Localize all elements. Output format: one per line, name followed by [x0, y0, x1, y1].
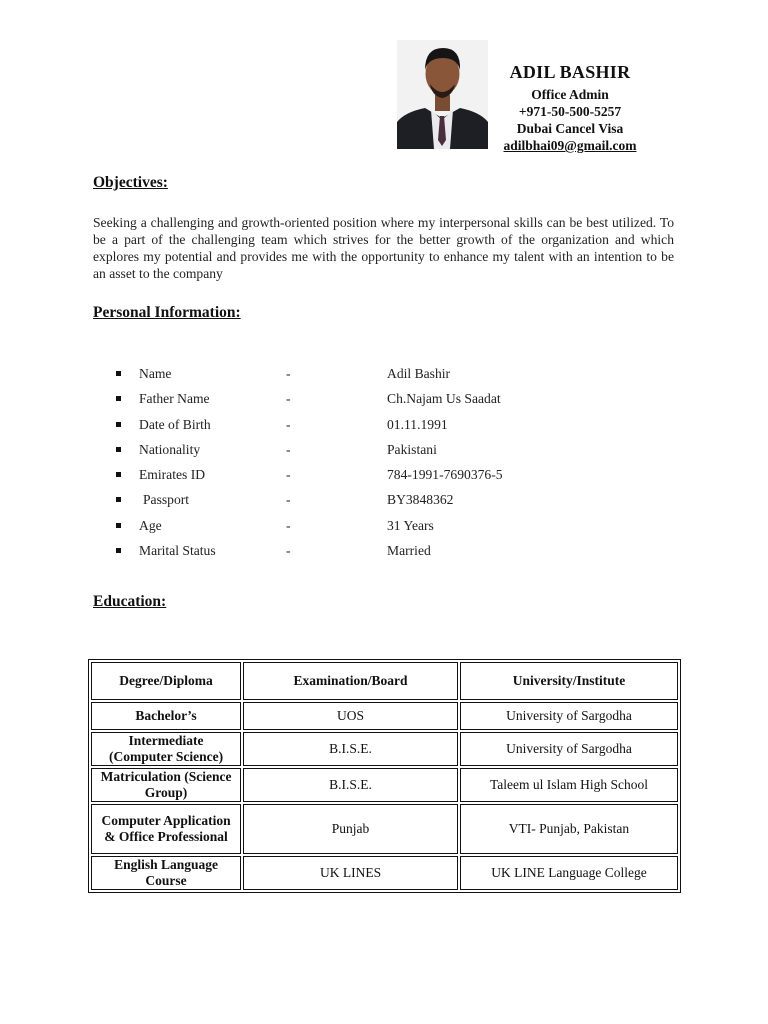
degree-cell: Bachelor’s [91, 702, 241, 730]
job-title: Office Admin [531, 87, 609, 102]
info-value: Ch.Najam Us Saadat [387, 391, 501, 407]
info-label: Name [139, 366, 172, 381]
info-label: Nationality [139, 441, 201, 457]
info-value: BY3848362 [387, 492, 454, 508]
board-cell: Punjab [243, 804, 458, 854]
degree-cell: Intermediate (Computer Science) [91, 732, 241, 766]
info-dash: - [286, 366, 291, 381]
objectives-heading: Objectives: [93, 174, 168, 191]
table-row [91, 804, 678, 854]
institute-cell: University of Sargodha [460, 702, 678, 730]
institute-cell: UK LINE Language College [460, 856, 678, 890]
info-label: Date of Birth [139, 416, 211, 432]
bullet-icon [116, 472, 121, 477]
column-header: Examination/Board [243, 662, 458, 700]
info-value: 01.11.1991 [387, 416, 448, 432]
degree-cell: Computer Application & Office Professional [91, 804, 241, 854]
profile-photo [397, 40, 488, 149]
personal-info-heading: Personal Information: [93, 304, 241, 321]
objective-paragraph: Seeking a challenging and growth-oriented position where my interpersonal skills can be best utilized. To be a part of the challenging team which strives for the better growth of the organization and which explores my potential and provides me with the opportunity to enhance my talent with an intention to be an asset to the company [93, 215, 674, 281]
institute-cell: VTI- Punjab, Pakistan [460, 804, 678, 854]
info-label: Marital Status [139, 543, 216, 559]
phone-number: +971-50-500-5257 [518, 104, 622, 119]
info-value: 784-1991-7690376-5 [387, 467, 503, 483]
bullet-icon [116, 548, 121, 553]
degree-cell: Matriculation (Science Group) [91, 768, 241, 802]
info-dash: - [286, 492, 291, 508]
bullet-icon [116, 497, 121, 502]
column-header: University/Institute [460, 662, 678, 700]
institute-cell: University of Sargodha [460, 732, 678, 766]
candidate-name: ADIL BASHIR [509, 62, 631, 82]
table-row [91, 856, 678, 890]
board-cell: UOS [243, 702, 458, 730]
institute-cell: Taleem ul Islam High School [460, 768, 678, 802]
resume-header [490, 62, 650, 154]
bullet-icon [116, 523, 121, 528]
table-row [91, 768, 678, 802]
info-label: Emirates ID [139, 467, 206, 483]
info-value: 31 Years [387, 517, 434, 533]
visa-status: Dubai Cancel Visa [516, 121, 624, 136]
table-row [91, 732, 678, 766]
info-value: Adil Bashir [387, 366, 451, 381]
education-heading: Education: [93, 593, 167, 610]
board-cell: B.I.S.E. [243, 768, 458, 802]
board-cell: UK LINES [243, 856, 458, 890]
column-header: Degree/Diploma [91, 662, 241, 700]
email-link[interactable]: adilbhai09@gmail.com [503, 138, 637, 153]
info-dash: - [286, 543, 291, 559]
info-value: Married [387, 543, 431, 559]
info-dash: - [286, 416, 291, 432]
info-label: Father Name [139, 391, 210, 407]
info-dash: - [286, 517, 291, 533]
info-dash: - [286, 391, 291, 407]
education-table [88, 659, 681, 893]
bullet-icon [116, 422, 121, 427]
info-value: Pakistani [387, 441, 437, 457]
bullet-icon [116, 447, 121, 452]
table-row [91, 702, 678, 730]
bullet-icon [116, 396, 121, 401]
table-header-row [91, 662, 678, 700]
info-dash: - [286, 441, 291, 457]
info-label: Passport [143, 492, 190, 508]
degree-cell: English Language Course [91, 856, 241, 890]
bullet-icon [116, 371, 121, 376]
info-dash: - [286, 467, 291, 483]
info-label: Age [139, 517, 162, 533]
portrait-image [397, 40, 488, 149]
board-cell: B.I.S.E. [243, 732, 458, 766]
